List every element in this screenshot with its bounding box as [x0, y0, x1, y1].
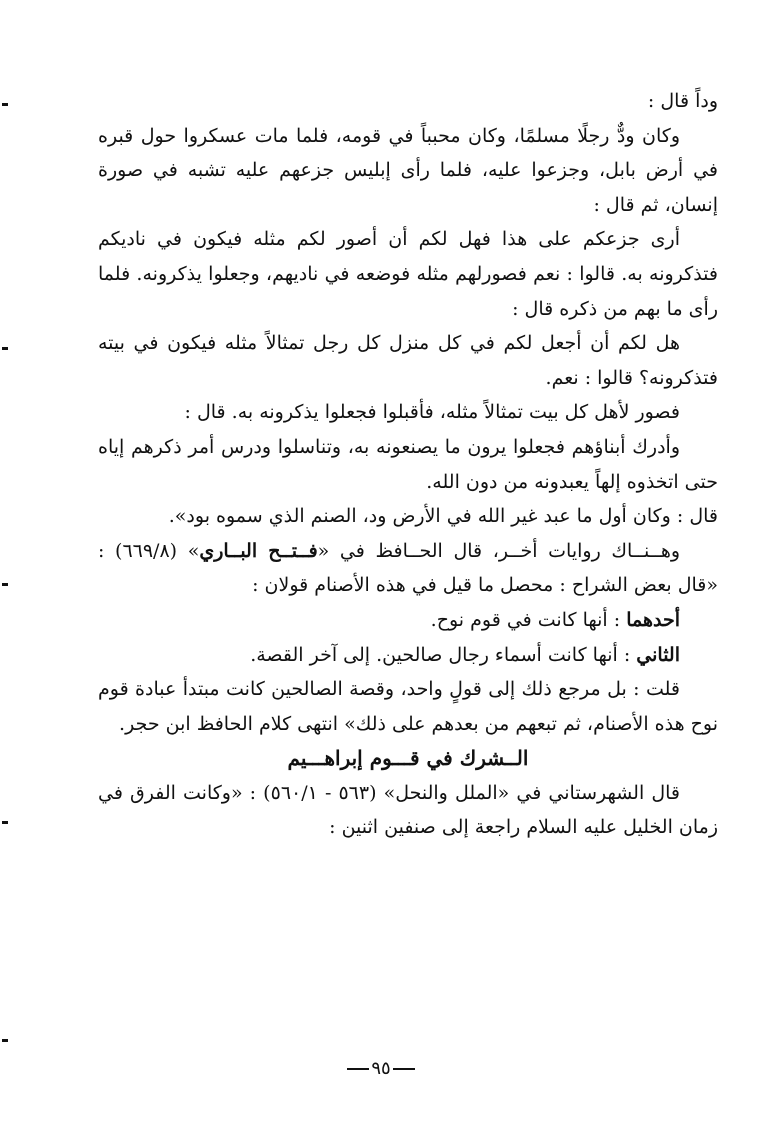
paragraph-statues: فصور لأهل كل بيت تمثالاً مثله، فأقبلوا فجعلوا يذكرونه به. قال : — [184, 401, 680, 424]
margin-mark — [2, 103, 8, 106]
margin-mark — [2, 347, 8, 350]
paragraph-iblis-offer: أرى جزعكم على هذا فهل لكم أن أصور لكم مثله فيكون في ناديكم فتذكرونه به. قالوا : نعم فصورلهم مثله فوضعه في ناديهم، وجعلوا يذكرونه. فلما رأى ما بهم من ذكره قال : — [98, 228, 718, 320]
section-heading: الــشرك في قـــوم إبراهـــيم — [287, 746, 529, 771]
opinion-two-label: الثاني — [636, 643, 680, 666]
page-number — [0, 1058, 762, 1079]
margin-mark — [2, 821, 8, 824]
paragraph-conclusion: قلت : بل مرجع ذلك إلى قولٍ واحد، وقصة الصالحين كانت مبتدأ عبادة قوم نوح هذه الأصنام، ثم تبعهم من بعدهم على ذلك» انتهى كلام الحافظ ابن حجر. — [98, 678, 718, 735]
paragraph-shahrastani: قال الشهرستاني في «الملل والنحل» (٥٦٣ - ٥٦٠/١) : «وكانت الفرق في زمان الخليل عليه السلام راجعة إلى صنفين اثنين : — [98, 781, 718, 839]
opinion-one — [98, 603, 718, 638]
paragraph-descendants: وأدرك أبناؤهم فجعلوا يرون ما يصنعونه به، وتناسلوا ودرس أمر ذكرهم إياه حتى اتخذوه إلهاً يعبدونه من دون الله. — [98, 435, 718, 493]
margin-mark — [2, 1039, 8, 1042]
page-number-ornament — [347, 1068, 369, 1070]
paragraph-every-house: هل لكم أن أجعل لكم في كل منزل كل رجل تمثالاً مثله فيكون في بيته فتذكرونه؟ قالوا : نعم. — [98, 332, 718, 389]
fath-before: وهــنــاك روايات أخــر، قال الحــافظ في « — [317, 539, 681, 562]
paragraph-wadd: وكان ودٌّ رجلًا مسلمًا، وكان محبباً في قومه، فلما مات عسكروا حول قبره في أرض بابل، وجزعوا عليه، فلما رأى إبليس جزعهم عليه تشبه في صورة إنسان، ثم قال : — [98, 124, 718, 216]
paragraph-first-idol: قال : وكان أول ما عبد غير الله في الأرض ود، الصنم الذي سموه بود». — [168, 505, 718, 528]
opinion-one-text: : أنها كانت في قوم نوح. — [430, 608, 627, 631]
margin-mark — [2, 583, 8, 586]
opinion-two — [98, 638, 718, 673]
book-title-fath-albari: فــتــح البــاري — [199, 539, 318, 562]
page-number-ornament — [393, 1068, 415, 1070]
body-text — [98, 84, 718, 845]
fath-after: » (٦٦٩/٨) : «قال بعض الشراح : محصل ما قيل في هذه الأصنام قولان : — [98, 539, 718, 597]
opinion-two-text: : أنها كانت أسماء رجال صالحين. إلى آخر القصة. — [250, 643, 637, 666]
page-number-value: ٩٥ — [371, 1058, 391, 1079]
paragraph-fath-albari — [98, 534, 718, 603]
paragraph-intro: وداً قال : — [647, 90, 718, 112]
opinion-one-label: أحدهما — [626, 608, 680, 631]
